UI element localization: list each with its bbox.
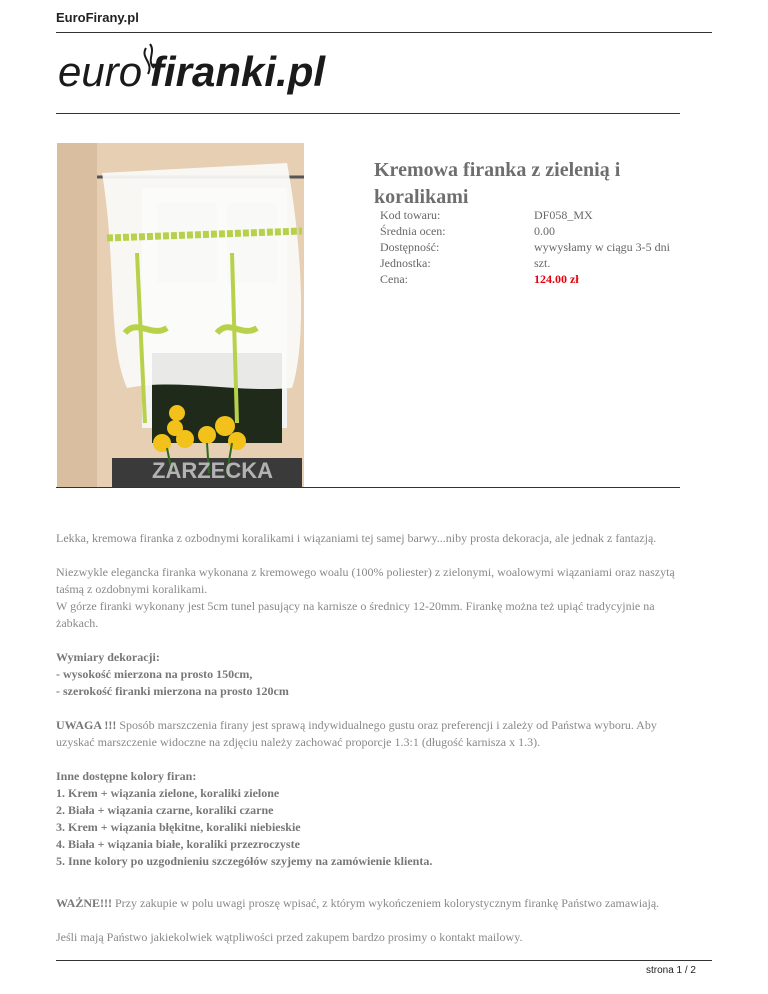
tunnel-text: W górze firanki wykonany jest 5cm tunel pasujący na karnisze o średnicy 12-20mm. Firankę można też upiąć tradycyjnie na żabkach. xyxy=(56,599,655,630)
color-option: 4. Biała + wiązania białe, koraliki przezroczyste xyxy=(56,837,300,851)
product-description xyxy=(56,530,696,963)
spec-row-price xyxy=(380,271,694,287)
spec-value: DF058_MX xyxy=(534,208,593,222)
spec-label: Dostępność: xyxy=(380,240,440,254)
spec-row-availability xyxy=(380,239,694,255)
spec-row-code xyxy=(380,207,694,223)
color-option: 3. Krem + wiązania błękitne, koraliki niebieskie xyxy=(56,820,301,834)
header-divider xyxy=(56,32,712,33)
spec-label: Kod towaru: xyxy=(380,208,441,222)
page-number: strona 1 / 2 xyxy=(645,965,696,976)
logo-divider xyxy=(56,113,680,114)
eurofiranki-logo xyxy=(58,40,348,102)
site-title: EuroFirany.pl xyxy=(56,10,139,25)
product-divider xyxy=(56,487,680,488)
dimension-height: - wysokość mierzona na prosto 150cm, xyxy=(56,667,253,681)
intro-paragraph: Lekka, kremowa firanka z ozbodnymi koralikami i wiązaniami tej samej barwy...niby prosta dekoracja, ale jednak z fantazją. xyxy=(56,531,657,545)
color-option: 2. Biała + wiązania czarne, koraliki czarne xyxy=(56,803,274,817)
spec-value: 0.00 xyxy=(534,224,555,238)
dimensions-heading: Wymiary dekoracji: xyxy=(56,650,160,664)
colors-block xyxy=(56,768,696,870)
footer-divider xyxy=(56,960,712,961)
dimensions-block xyxy=(56,649,696,700)
spec-label: Średnia ocen: xyxy=(380,224,446,238)
material-text: Niezwykle elegancka firanka wykonana z kremowego woalu (100% poliester) z zielonymi, woalowymi wiązaniami oraz naszytą taśmą z ozdobnymi koralikami. xyxy=(56,565,675,596)
product-specs xyxy=(380,207,694,287)
important-paragraph xyxy=(56,895,696,912)
warning-text: Sposób marszczenia firany jest sprawą indywidualnego gustu oraz preferencji i zależy od Państwa wyboru. Aby uzyskać marszczenie widoczne na zdjęciu należy zachować proporcje 1.3:1 (długość karnisza x 1.3). xyxy=(56,718,657,749)
color-option: 1. Krem + wiązania zielone, koraliki zielone xyxy=(56,786,280,800)
svg-text:euro: euro xyxy=(58,48,143,95)
important-text: Przy zakupie w polu uwagi proszę wpisać, z którym wykończeniem kolorystycznym firankę Państwo zamawiają. xyxy=(115,896,660,910)
price-value: 124.00 zł xyxy=(534,272,579,286)
contact-paragraph: Jeśli mają Państwo jakiekolwiek wątpliwości przed zakupem bardzo prosimy o kontakt mailowy. xyxy=(56,930,523,944)
important-label: WAŻNE!!! xyxy=(56,896,112,910)
spec-row-unit xyxy=(380,255,694,271)
spec-row-rating xyxy=(380,223,694,239)
svg-text:firanki.pl: firanki.pl xyxy=(150,48,326,95)
color-option: 5. Inne kolory po uzgodnieniu szczegółów szyjemy na zamówienie klienta. xyxy=(56,854,433,868)
product-image xyxy=(57,143,304,488)
warning-label: UWAGA !!! xyxy=(56,718,117,732)
dimension-width: - szerokość firanki mierzona na prosto 120cm xyxy=(56,684,289,698)
spec-label: Jednostka: xyxy=(380,256,431,270)
product-title: Kremowa firanka z zielenią i koralikami xyxy=(374,159,621,208)
warning-paragraph xyxy=(56,717,696,751)
spec-value: szt. xyxy=(534,256,551,270)
colors-heading: Inne dostępne kolory firan: xyxy=(56,769,197,783)
image-watermark: ZARZECKA xyxy=(152,458,273,483)
spec-label: Cena: xyxy=(380,272,408,286)
material-paragraph xyxy=(56,564,696,632)
spec-value: wywysłamy w ciągu 3-5 dni xyxy=(534,240,670,254)
